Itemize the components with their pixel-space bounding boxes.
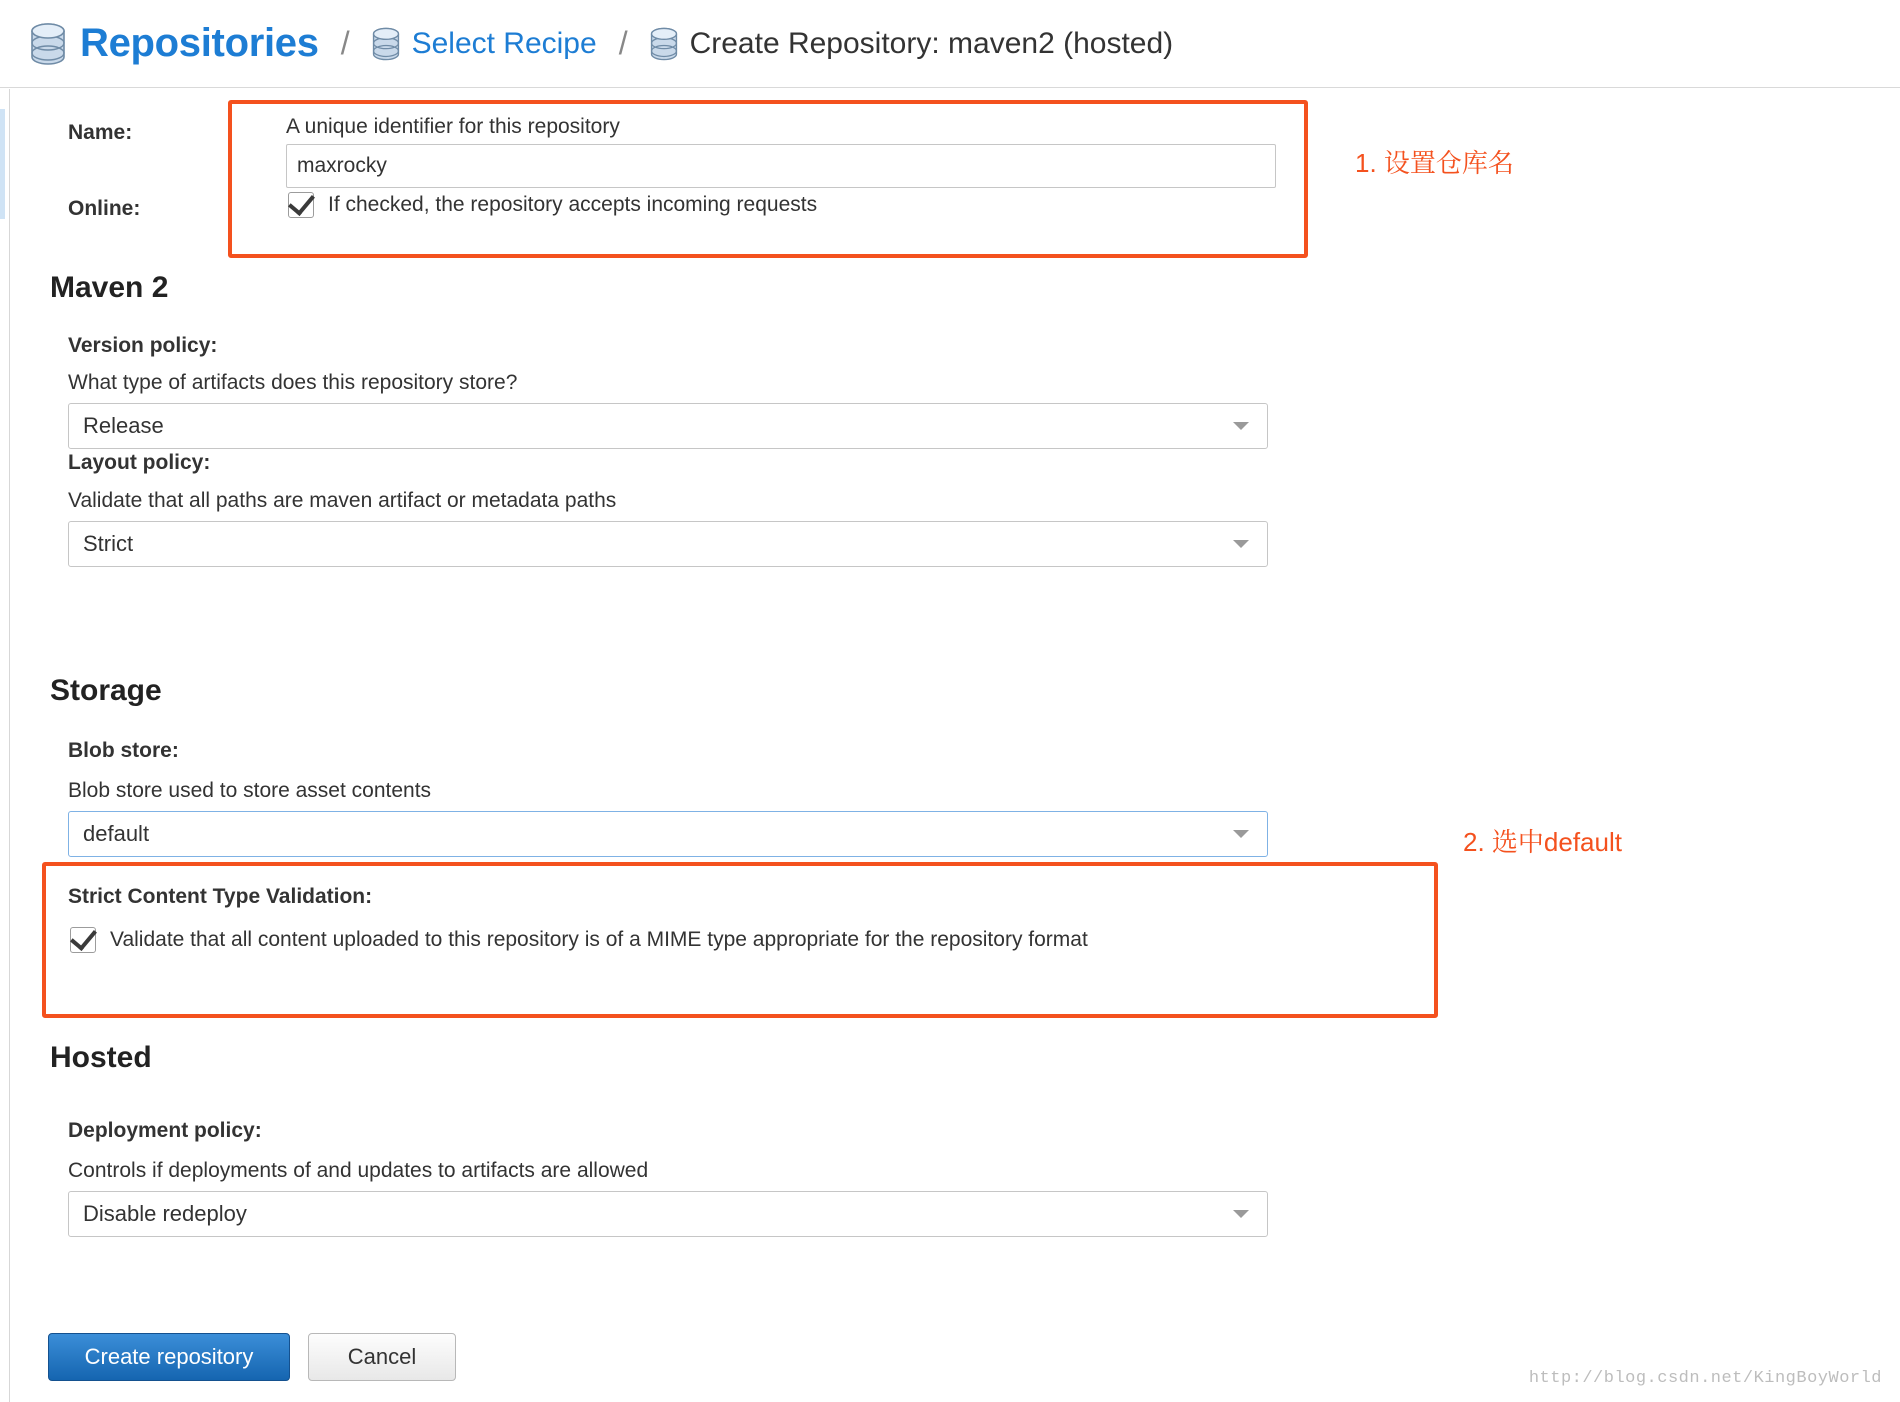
layout-policy-select[interactable]: [68, 521, 1268, 567]
online-checkbox-row[interactable]: [288, 192, 817, 218]
section-title-maven2: Maven 2: [50, 271, 169, 304]
blob-store-value: default: [83, 821, 150, 846]
deployment-policy-hint: Controls if deployments of and updates to artifacts are allowed: [68, 1159, 649, 1182]
version-policy-value: Release: [83, 413, 164, 438]
breadcrumb-item-create-repository: Create Repository: maven2 (hosted): [689, 26, 1174, 60]
strict-content-checkbox-label: Validate that all content uploaded to this repository is of a MIME type appropriate for the repository format: [110, 928, 1088, 951]
breadcrumb-item-select-recipe[interactable]: Select Recipe: [411, 26, 597, 60]
blob-store-hint: Blob store used to store asset contents: [68, 779, 432, 802]
annotation-label-2: 2. 选中default: [1463, 827, 1622, 857]
name-hint: A unique identifier for this repository: [286, 115, 620, 138]
database-icon-create: [650, 27, 678, 61]
create-repository-button[interactable]: Create repository: [48, 1333, 290, 1381]
deployment-policy-value: Disable redeploy: [83, 1201, 247, 1226]
breadcrumb: [0, 0, 1900, 88]
create-repository-form: [10, 89, 1900, 1402]
blob-store-select[interactable]: [68, 811, 1268, 857]
left-rail: [0, 89, 10, 1402]
watermark: http://blog.csdn.net/KingBoyWorld: [1528, 1369, 1882, 1388]
version-policy-label: Version policy:: [68, 334, 218, 357]
chevron-down-icon: [1233, 540, 1249, 548]
breadcrumb-root[interactable]: Repositories: [80, 21, 319, 65]
strict-content-checkbox[interactable]: [70, 927, 96, 953]
breadcrumb-separator-1: /: [340, 25, 350, 61]
chevron-down-icon: [1233, 422, 1249, 430]
name-input[interactable]: [286, 144, 1276, 188]
version-policy-hint: What type of artifacts does this repository store?: [68, 371, 518, 394]
deployment-policy-select[interactable]: [68, 1191, 1268, 1237]
deployment-policy-label: Deployment policy:: [68, 1119, 262, 1142]
section-title-hosted: Hosted: [50, 1041, 152, 1074]
strict-content-label: Strict Content Type Validation:: [68, 885, 373, 908]
annotation-label-1: 1. 设置仓库名: [1355, 148, 1514, 178]
layout-policy-hint: Validate that all paths are maven artifact or metadata paths: [68, 489, 617, 512]
chevron-down-icon: [1233, 830, 1249, 838]
layout-policy-label: Layout policy:: [68, 451, 211, 474]
blob-store-label: Blob store:: [68, 739, 179, 762]
online-checkbox-label: If checked, the repository accepts incoming requests: [328, 193, 818, 216]
strict-content-checkbox-row[interactable]: [70, 927, 1088, 953]
rail-accent: [0, 109, 5, 219]
breadcrumb-separator-2: /: [618, 25, 628, 61]
chevron-down-icon: [1233, 1210, 1249, 1218]
cancel-button[interactable]: Cancel: [308, 1333, 456, 1381]
database-icon-recipe: [372, 27, 400, 61]
online-label: Online:: [68, 197, 141, 220]
name-label: Name:: [68, 121, 133, 144]
layout-policy-value: Strict: [83, 531, 134, 556]
online-checkbox[interactable]: [288, 192, 314, 218]
database-icon: [30, 23, 66, 65]
version-policy-select[interactable]: [68, 403, 1268, 449]
section-title-storage: Storage: [50, 674, 162, 707]
